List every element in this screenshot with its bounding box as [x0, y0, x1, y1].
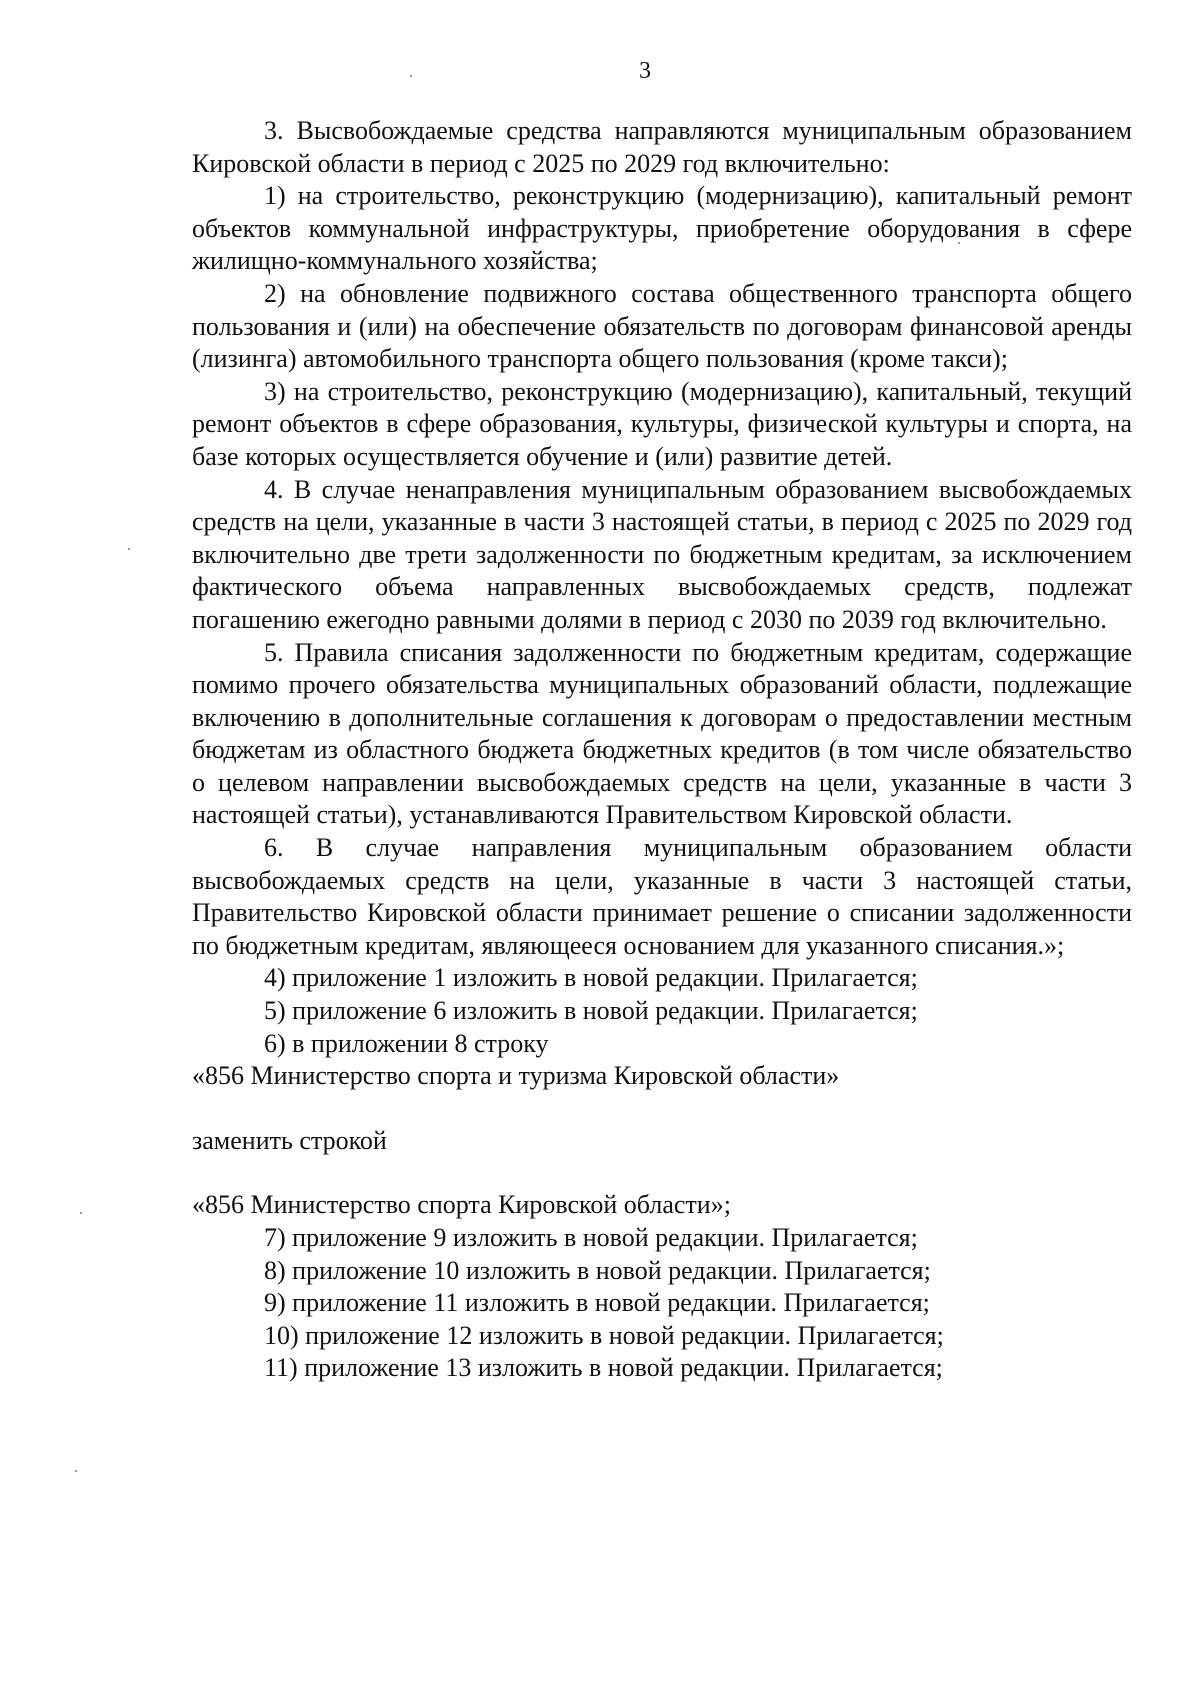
- amendment-item-5: 5) приложение 6 изложить в новой редакции. Прилагается;: [264, 996, 918, 1026]
- scan-speck: [128, 548, 130, 550]
- spacer: [192, 1093, 1132, 1125]
- amendment-item-11: 11) приложение 13 изложить в новой редакции. Прилагается;: [264, 1353, 943, 1383]
- document-body: [192, 115, 1132, 1385]
- paragraph-4: 4. В случае ненаправления муниципальным образованием высвобождаемых средств на цели, указанные в части 3 настоящей статьи, в период с 2025 по 2029 год включительно две трети задолженности по бюджетным кредитам, за исключением фактического объема направленных высвобождаемых средств, подлежат погашению ежегодно равными долями в период с 2030 по 2039 год включительно.: [192, 474, 1132, 634]
- spacer: [192, 1157, 1132, 1189]
- new-row-text: «856 Министерство спорта Кировской области»;: [192, 1190, 731, 1220]
- amendment-item-4: 4) приложение 1 изложить в новой редакции. Прилагается;: [264, 963, 918, 993]
- amendment-item-6: 6) в приложении 8 строку: [264, 1028, 549, 1058]
- amendment-item-8: 8) приложение 10 изложить в новой редакции. Прилагается;: [264, 1255, 931, 1285]
- scan-speck: [410, 75, 412, 77]
- scan-speck: [80, 1212, 82, 1214]
- page-number: 3: [639, 58, 651, 84]
- old-row-text: «856 Министерство спорта и туризма Кировской области»: [192, 1061, 840, 1091]
- paragraph-5: 5. Правила списания задолженности по бюджетным кредитам, содержащие помимо прочего обязательства муниципальных образований области, подлежащие включению в дополнительные соглашения к договорам о предоставлении местным бюджетам из областного бюджета бюджетных кредитов (в том числе обязательство о целевом направлении высвобождаемых средств на цели, указанные в части 3 настоящей статьи), устанавливаются Правительством Кировской области.: [192, 637, 1132, 830]
- amendment-item-10: 10) приложение 12 изложить в новой редакции. Прилагается;: [264, 1320, 944, 1350]
- paragraph-3: 3. Высвобождаемые средства направляются муниципальным образованием Кировской области в период с 2025 по 2029 год включительно:: [192, 116, 1132, 178]
- amendment-item-7: 7) приложение 9 изложить в новой редакции. Прилагается;: [264, 1223, 918, 1252]
- paragraph-3-item-2: 2) на обновление подвижного состава общественного транспорта общего пользования и (или) на обеспечение обязательств по договорам финансовой аренды (лизинга) автомобильного транспорта общего пользования (кроме такси);: [192, 278, 1132, 374]
- amendment-item-9: 9) приложение 11 изложить в новой редакции. Прилагается;: [264, 1288, 930, 1318]
- replace-instruction: заменить строкой: [192, 1125, 387, 1155]
- paragraph-3-item-3: 3) на строительство, реконструкцию (модернизацию), капитальный, текущий ремонт объектов в сфере образования, культуры, физической культуры и спорта, на базе которых осуществляется обучение и (или) развитие детей.: [192, 376, 1132, 471]
- scan-speck: [75, 1470, 77, 1472]
- paragraph-6: 6. В случае направления муниципальным образованием области высвобождаемых средств на цели, указанные в части 3 настоящей статьи, Правительство Кировской области принимает решение о списании задолженности по бюджетным кредитам, являющееся основанием для указанного списания.»;: [192, 833, 1132, 960]
- paragraph-3-item-1: 1) на строительство, реконструкцию (модернизацию), капитальный ремонт объектов коммунальной инфраструктуры, приобретение оборудования в сфере жилищно-коммунального хозяйства;: [192, 181, 1132, 276]
